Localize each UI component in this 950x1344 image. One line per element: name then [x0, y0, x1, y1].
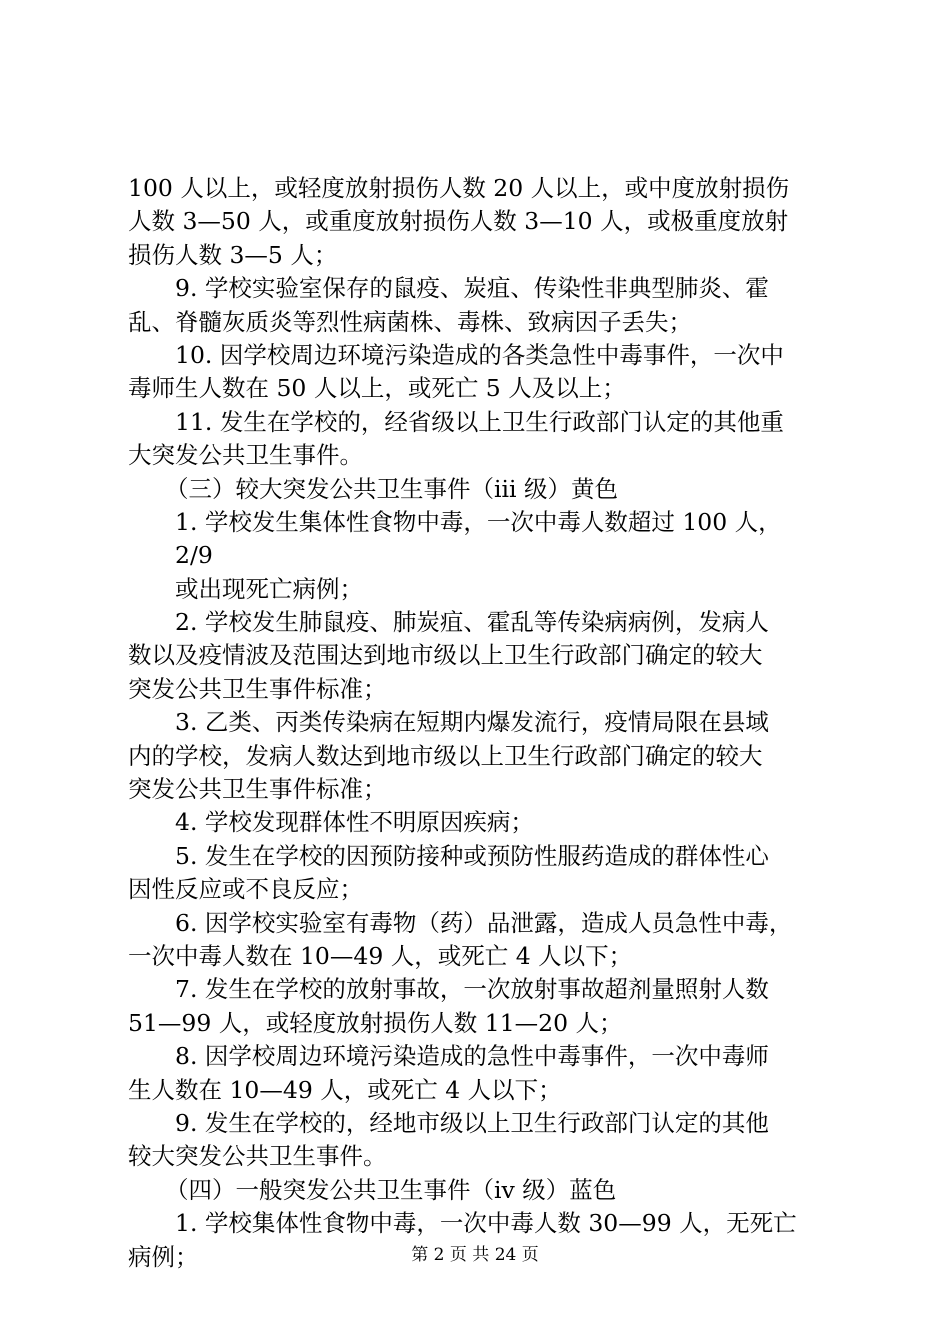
text-line: 因性反应或不良反应；	[128, 875, 363, 904]
document-body	[128, 172, 838, 1274]
text-line: 较大突发公共卫生事件。	[128, 1142, 387, 1171]
list-item-start: 5. 发生在学校的因预防接种或预防性服药造成的群体性心	[175, 841, 769, 870]
text-line: 51—99 人，或轻度放射损伤人数 11—20 人；	[128, 1008, 623, 1037]
page-footer: 第 2 页 共 24 页	[411, 1245, 539, 1265]
list-item-start: 3. 乙类、丙类传染病在短期内爆发流行，疫情局限在县域	[175, 708, 769, 737]
text-line: 乱、脊髓灰质炎等烈性病菌株、毒株、致病因子丢失；	[128, 307, 692, 336]
text-line: 毒师生人数在 50 人以上，或死亡 5 人及以上；	[128, 374, 626, 403]
text-line: 突发公共卫生事件标准；	[128, 674, 387, 703]
page-marker: 2/9	[175, 541, 213, 570]
text-line: 生人数在 10—49 人，或死亡 4 人以下；	[128, 1075, 562, 1104]
list-item-start: 9. 学校实验室保存的鼠疫、炭疽、传染性非典型肺炎、霍	[175, 274, 769, 303]
list-item-start: 1. 学校发生集体性食物中毒，一次中毒人数超过 100 人，	[175, 507, 782, 536]
text-line: 病例；	[128, 1242, 199, 1271]
text-line: 100 人以上，或轻度放射损伤人数 20 人以上，或中度放射损伤	[128, 174, 790, 202]
text-line: 大突发公共卫生事件。	[128, 441, 363, 470]
section-heading: （四）一般突发公共卫生事件（iv 级）蓝色	[165, 1175, 617, 1204]
section-heading: （三）较大突发公共卫生事件（iii 级）黄色	[165, 474, 619, 503]
text-line: 人数 3—50 人，或重度放射损伤人数 3—10 人，或极重度放射	[128, 207, 789, 236]
list-item-start: 6. 因学校实验室有毒物（药）品泄露，造成人员急性中毒，	[175, 908, 793, 937]
text-line: 突发公共卫生事件标准；	[128, 775, 387, 804]
text-line: 损伤人数 3—5 人；	[128, 240, 338, 269]
list-item-start: 8. 因学校周边环境污染造成的急性中毒事件，一次中毒师	[175, 1042, 769, 1071]
list-item-start: 4. 学校发现群体性不明原因疾病；	[175, 808, 534, 837]
list-item-start: 10. 因学校周边环境污染造成的各类急性中毒事件，一次中	[175, 340, 784, 369]
list-item-start: 1. 学校集体性食物中毒，一次中毒人数 30—99 人，无死亡	[175, 1209, 797, 1238]
text-line: 内的学校，发病人数达到地市级以上卫生行政部门确定的较大	[128, 741, 763, 770]
list-item-start: 9. 发生在学校的，经地市级以上卫生行政部门认定的其他	[175, 1108, 769, 1137]
text-line: 或出现死亡病例；	[175, 574, 363, 603]
text-line: 一次中毒人数在 10—49 人，或死亡 4 人以下；	[128, 941, 633, 970]
list-item-start: 7. 发生在学校的放射事故，一次放射事故超剂量照射人数	[175, 975, 769, 1004]
list-item-start: 11. 发生在学校的，经省级以上卫生行政部门认定的其他重	[175, 407, 784, 436]
text-line: 数以及疫情波及范围达到地市级以上卫生行政部门确定的较大	[128, 641, 763, 670]
list-item-start: 2. 学校发生肺鼠疫、肺炭疽、霍乱等传染病病例，发病人	[175, 608, 769, 637]
